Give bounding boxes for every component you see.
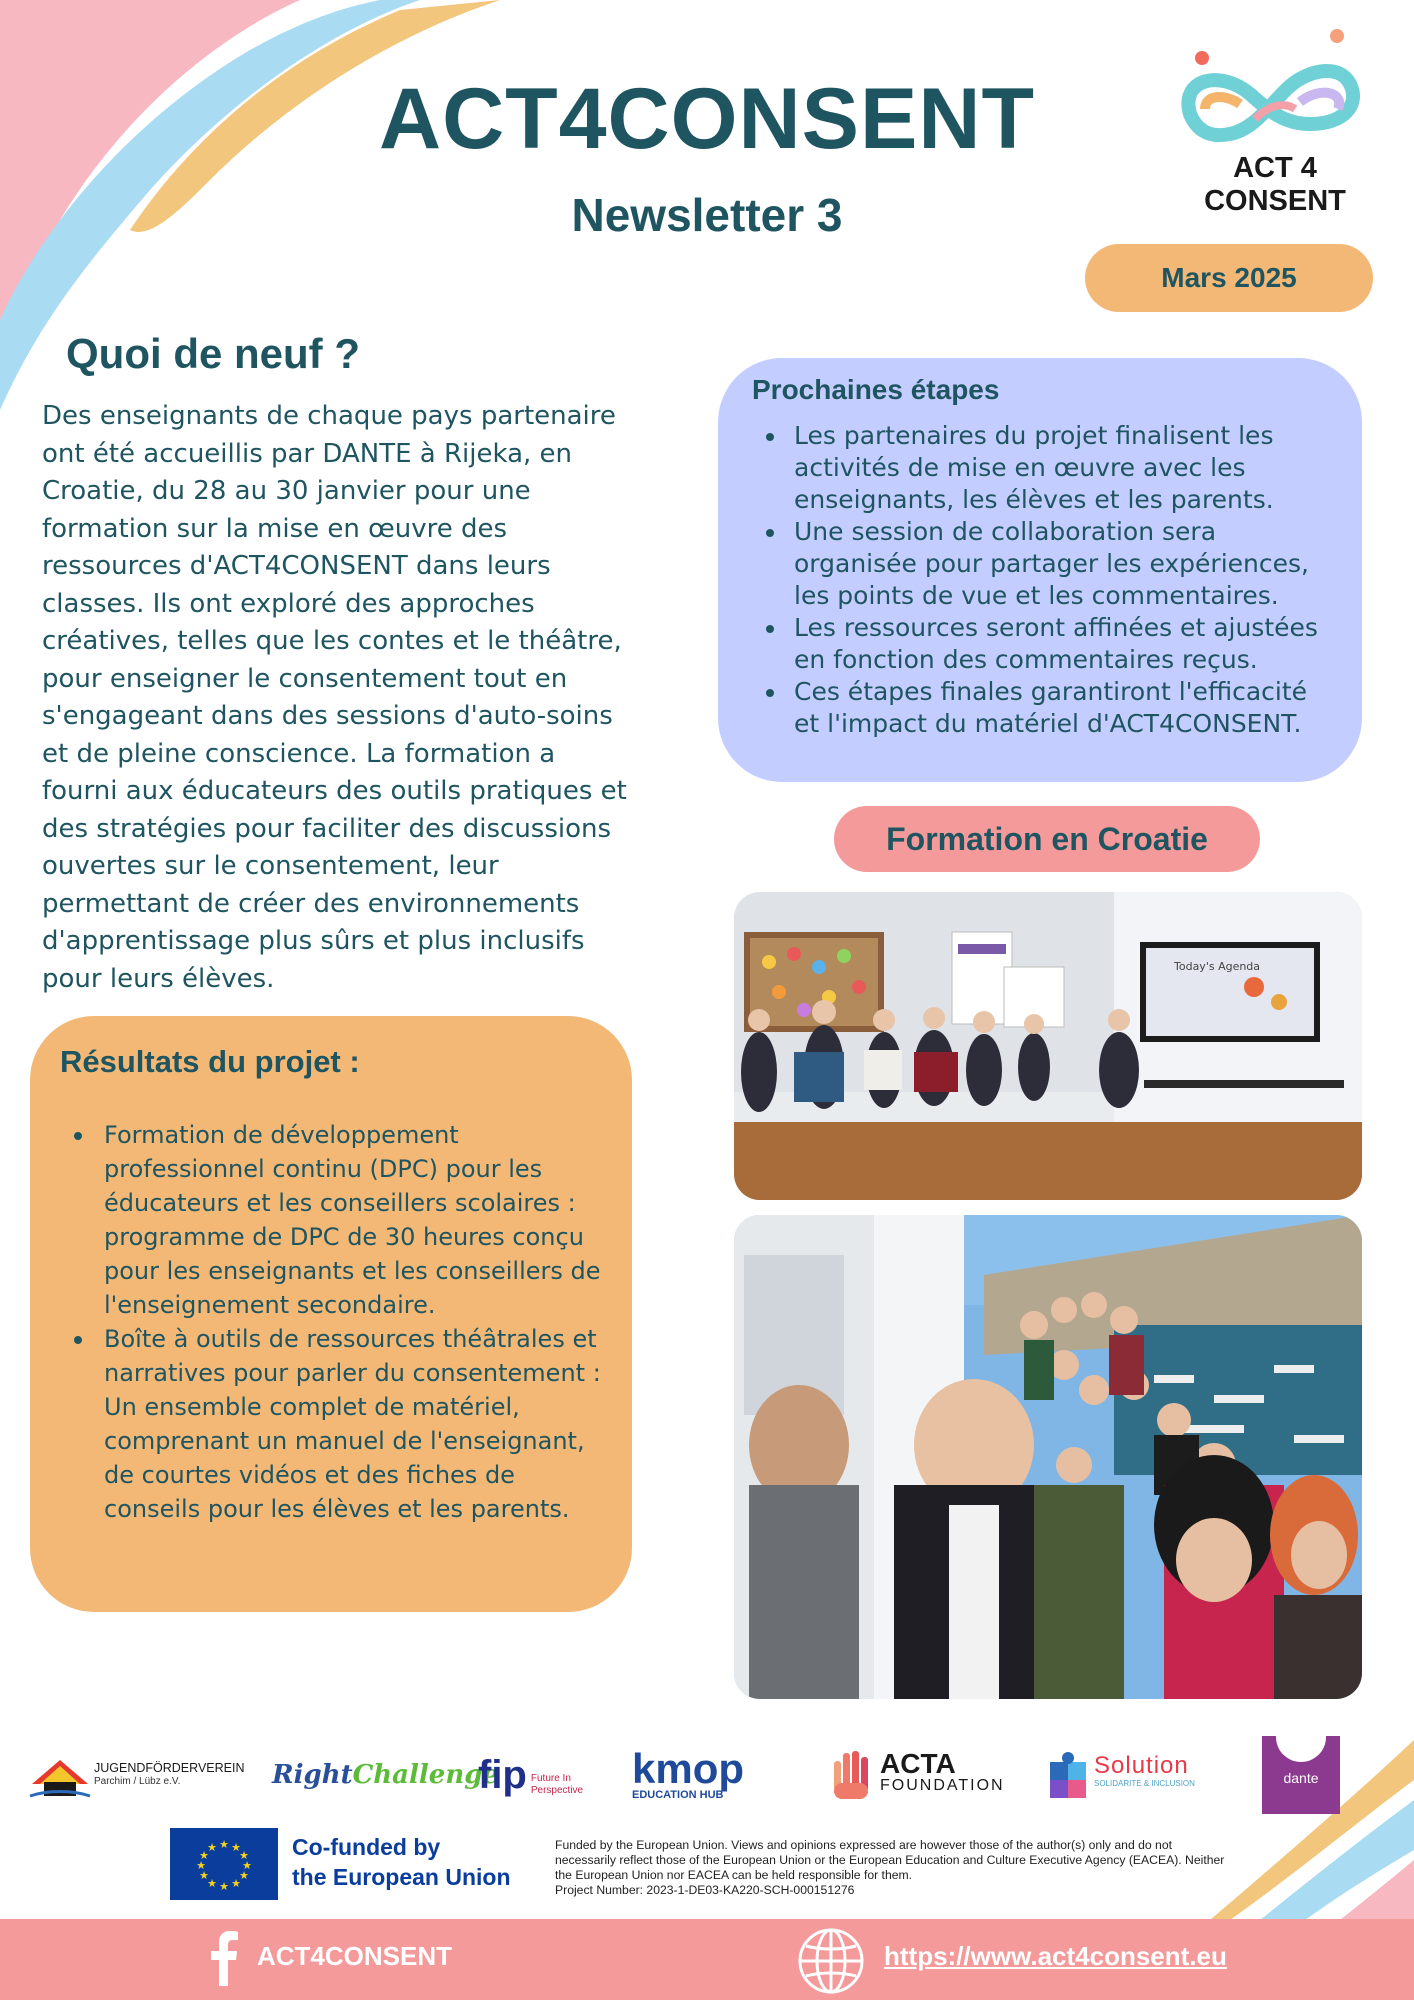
page-title: ACT4CONSENT	[378, 71, 1036, 167]
svg-text:★: ★	[239, 1869, 249, 1882]
rightchallenge-b: Challenge	[352, 1760, 499, 1790]
rightchallenge-a: Right	[272, 1760, 353, 1790]
fip-sub1: Future In	[530, 1773, 571, 1784]
kmop-logo	[632, 1730, 782, 1820]
news-body: Des enseignants de chaque pays partenaire ont été accueillis par DANTE à Rijeka, en Croatie, du 28 au 30 janvier pour une formation sur la mise en œuvre des ressources d'ACT4CONSENT dans leurs classes. Ils ont exploré des approches créatives, telles que les contes et le théâtre, pour enseigner le consentement tout en s'engageant dans des sessions d'auto-soins et de pleine conscience. La formation a fourni aux éducateurs des outils pratiques et des stratégies pour faciliter des discussions ouvertes sur le consentement, leur permettant de créer des environnements d'apprentissage plus sûrs et plus inclusifs pour leurs élèves.	[42, 401, 627, 994]
dante-name: dante	[1283, 1770, 1319, 1786]
svg-text:★: ★	[242, 1859, 252, 1872]
svg-text:★: ★	[231, 1877, 241, 1890]
group-selfie-photo	[734, 1215, 1362, 1699]
facebook-handle[interactable]: ACT4CONSENT	[257, 1941, 453, 1971]
eu-cofunded-label	[292, 1832, 511, 1892]
list-item: Les partenaires du projet finalisent les activités de mise en œuvre avec les enseignants, les élèves et les parents.	[758, 420, 1338, 516]
fip-sub2: Perspective	[530, 1785, 584, 1796]
list-item: Les ressources seront affinées et ajustées en fonction des commentaires reçus.	[758, 612, 1338, 676]
results-heading: Résultats du projet :	[60, 1044, 360, 1079]
fip-logo	[478, 1730, 588, 1820]
svg-text:★: ★	[231, 1841, 241, 1854]
results-list	[66, 1118, 606, 1526]
website-link[interactable]: https://www.act4consent.eu	[884, 1941, 1227, 1971]
svg-text:★: ★	[219, 1838, 229, 1851]
screen-agenda-text: Today's Agenda	[1174, 960, 1261, 973]
dante-logo	[1262, 1730, 1342, 1820]
news-heading: Quoi de neuf ?	[66, 330, 360, 377]
logo-wordmark: ACT 4 CONSENT	[1204, 152, 1346, 217]
svg-text:★: ★	[196, 1859, 206, 1872]
svg-text:★: ★	[199, 1869, 209, 1882]
kmop-mark: kmop	[632, 1745, 745, 1792]
date-badge: Mars 2025	[1085, 244, 1373, 312]
svg-text:★: ★	[207, 1877, 217, 1890]
facebook-icon[interactable]	[210, 1930, 240, 1986]
list-item: Une session de collaboration sera organisée pour partager les expériences, les points de vue et les commentaires.	[758, 516, 1338, 612]
svg-text:★: ★	[199, 1849, 209, 1862]
puzzle-icon	[1048, 1750, 1092, 1800]
acta-name: ACTA	[880, 1748, 956, 1779]
disclaimer-text: Funded by the European Union. Views and opinions expressed are however those of the author(s) only and do not necessarily reflect those of the European Union or the European Education and Culture Executive Agency (EACEA). Neither the European Union nor EACEA can be held responsible for them.	[555, 1838, 1225, 1882]
hand-icon	[830, 1747, 874, 1803]
next-steps-list	[758, 420, 1338, 740]
jugend-name: JUGENDFÖRDERVEREIN	[94, 1761, 245, 1775]
acta-sub: FOUNDATION	[880, 1777, 1005, 1794]
eu-line-2: the European Union	[292, 1864, 511, 1890]
training-room-photo	[734, 892, 1362, 1200]
solution-sub: SOLIDARITE & INCLUSION	[1094, 1779, 1195, 1788]
fip-mark: fip	[478, 1752, 527, 1797]
eu-flag-icon	[170, 1828, 278, 1900]
project-number: Project Number: 2023-1-DE03-KA220-SCH-000151276	[555, 1883, 855, 1897]
newsletter-subtitle: Newsletter 3	[571, 189, 843, 241]
next-steps-heading: Prochaines étapes	[752, 374, 1000, 405]
svg-text:★: ★	[207, 1841, 217, 1854]
list-item: Formation de développement professionnel continu (DPC) pour les éducateurs et les conseillers scolaires : programme de DPC de 30 heures conçu pour les enseignants et les conseillers de l'enseignement secondaire.	[66, 1118, 606, 1322]
eu-line-1: Co-funded by	[292, 1834, 441, 1860]
solution-logo	[1048, 1730, 1218, 1820]
list-item: Boîte à outils de ressources théâtrales et narratives pour parler du consentement : Un ensemble complet de matériel, comprenant un manuel de l'enseignant, de courtes vidéos et des fiches de conseils pour les élèves et les parents.	[66, 1322, 606, 1526]
acta-foundation-logo	[830, 1730, 1020, 1820]
rightchallenge-logo	[272, 1730, 499, 1820]
jugend-sub: Parchim / Lübz e.V.	[94, 1776, 181, 1787]
list-item: Ces étapes finales garantiront l'efficacité et l'impact du matériel d'ACT4CONSENT.	[758, 676, 1338, 740]
partner-logos	[28, 1730, 1368, 1820]
globe-icon	[796, 1926, 866, 1996]
kmop-sub: EDUCATION HUB	[632, 1789, 724, 1801]
solution-name: Solution	[1094, 1752, 1189, 1779]
eu-disclaimer	[555, 1838, 1235, 1898]
svg-text:★: ★	[239, 1849, 249, 1862]
house-icon	[28, 1750, 92, 1800]
svg-text:★: ★	[219, 1880, 229, 1893]
formation-label: Formation en Croatie	[834, 806, 1260, 872]
jugendfoerderverein-logo	[28, 1730, 248, 1820]
